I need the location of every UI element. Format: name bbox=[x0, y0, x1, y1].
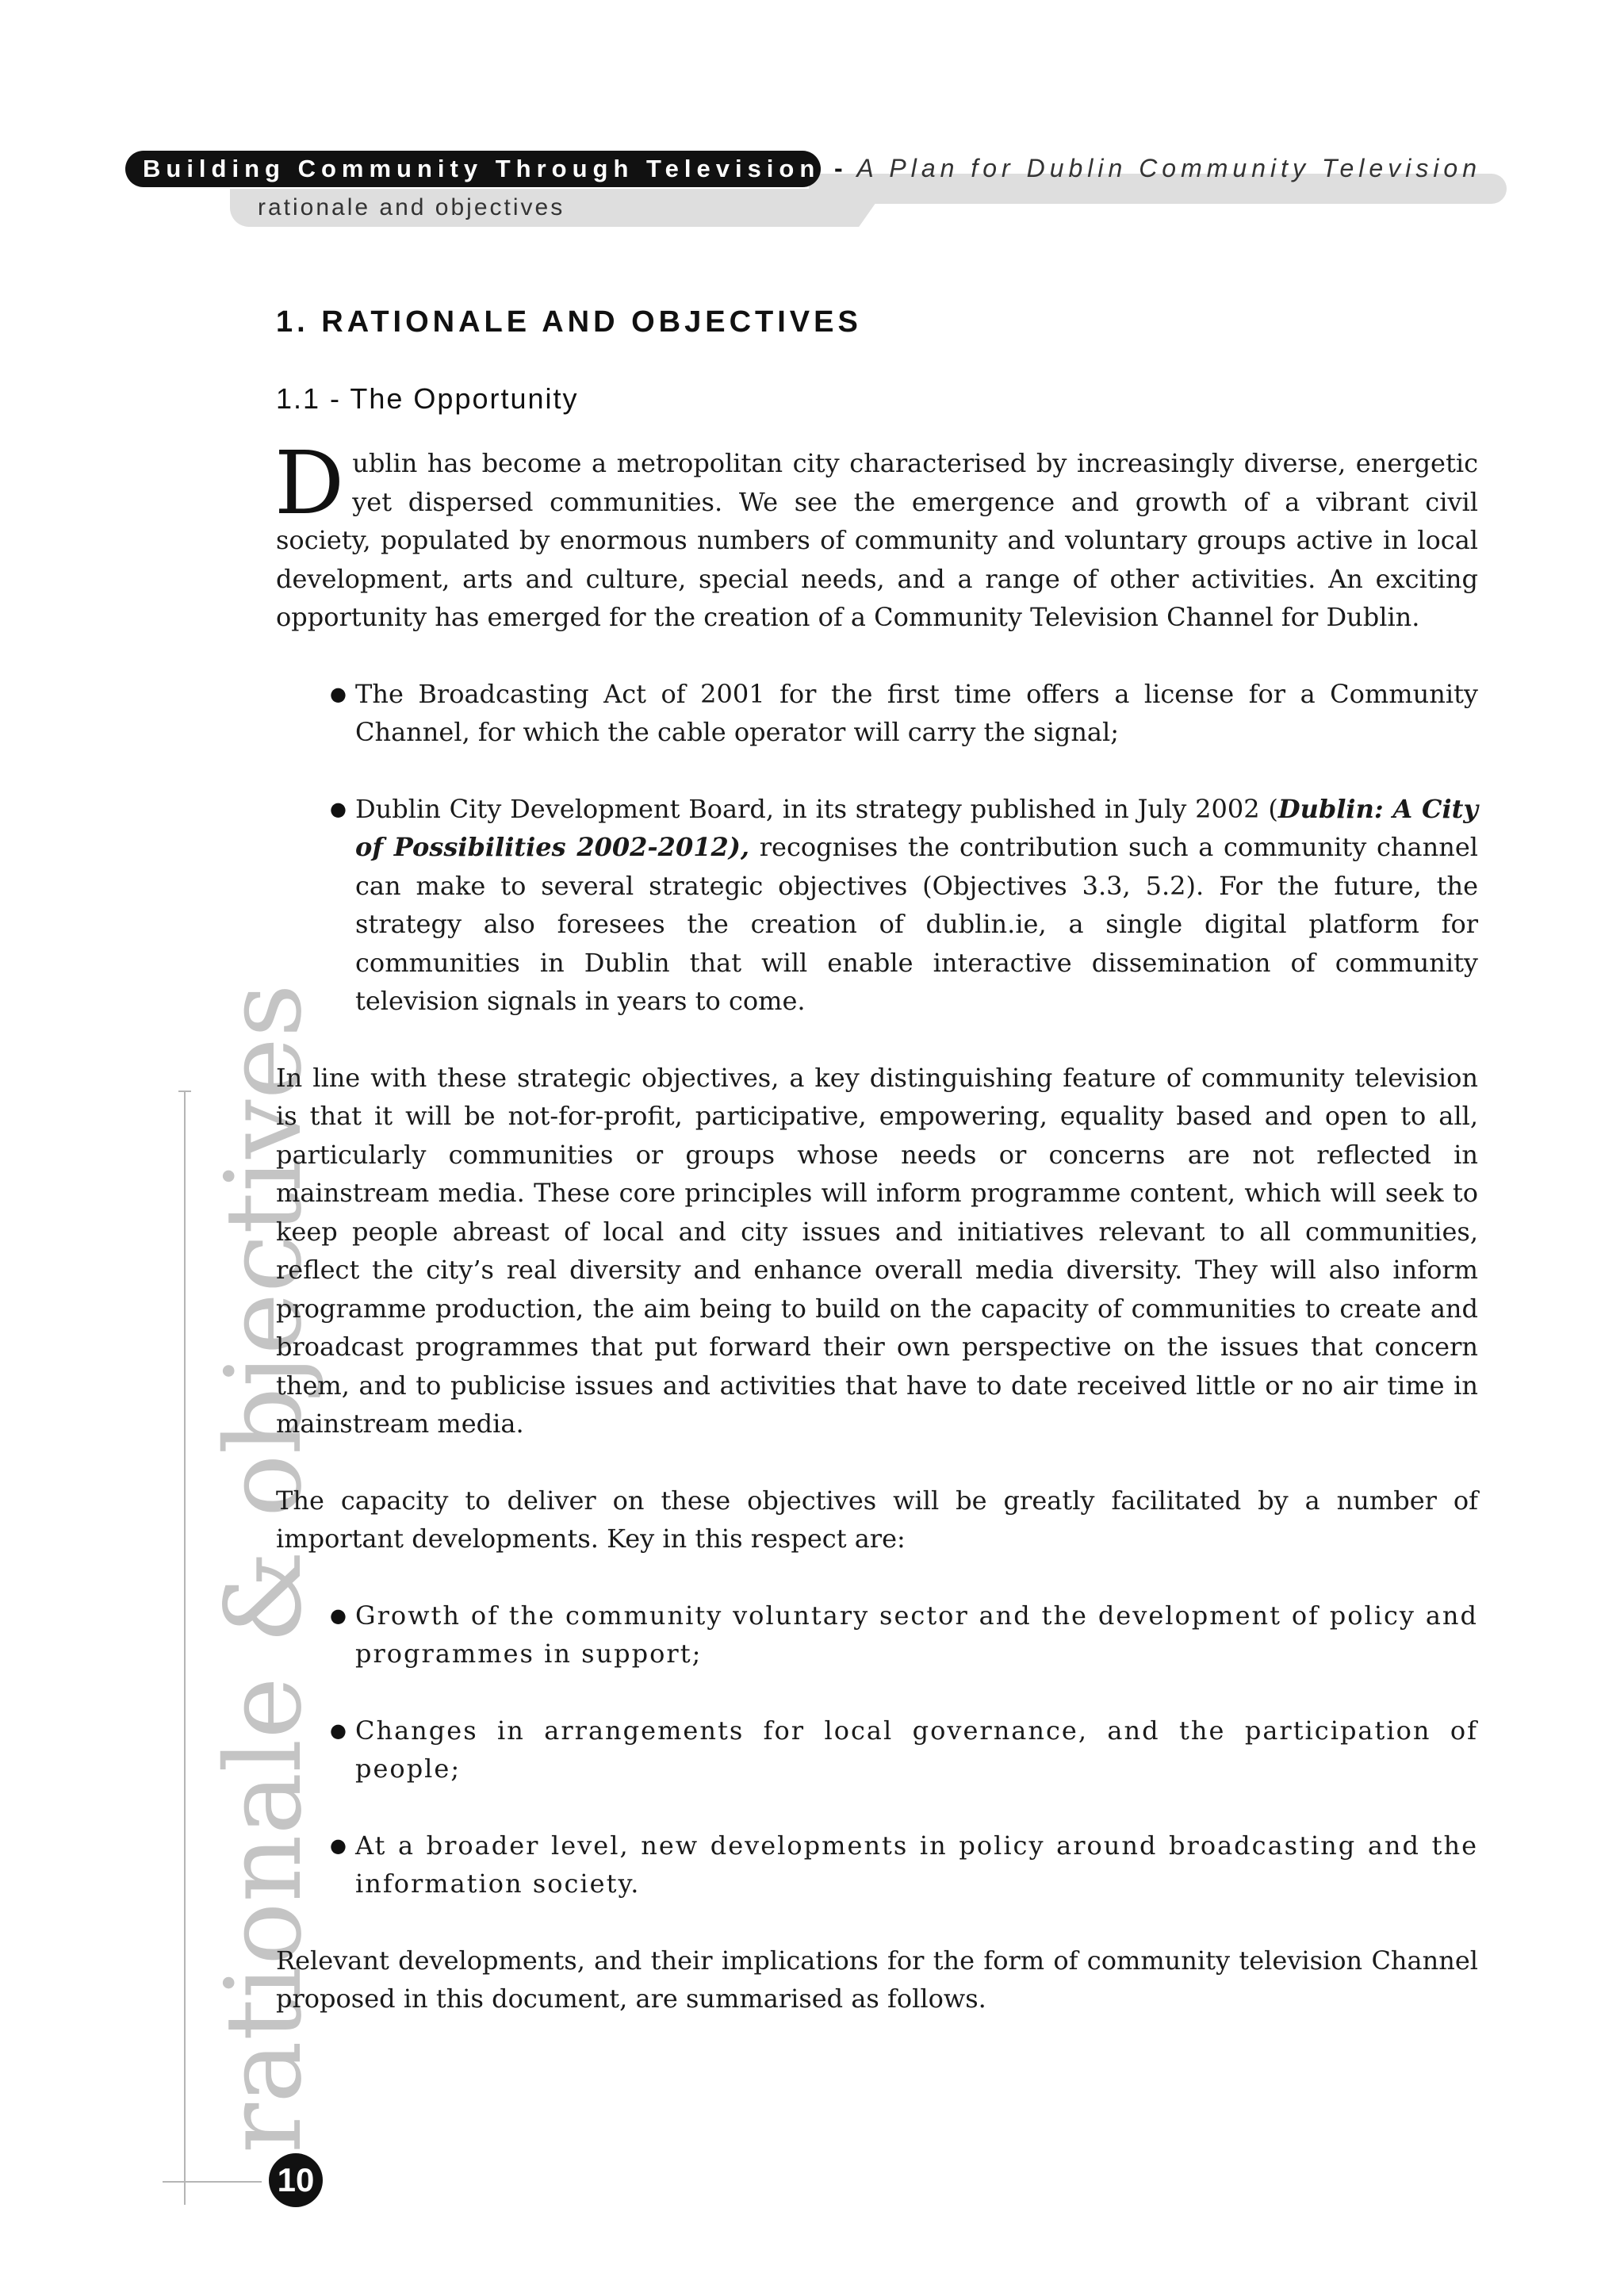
section-heading: 1. RATIONALE AND OBJECTIVES bbox=[276, 305, 862, 339]
document-subtitle-line bbox=[834, 154, 1481, 183]
list-item bbox=[355, 790, 1478, 1021]
document-subtitle: A Plan for Dublin Community Television bbox=[856, 154, 1482, 182]
opportunity-list bbox=[276, 675, 1478, 1021]
drop-cap: D bbox=[274, 432, 345, 534]
list-item-text: Dublin City Development Board, in its strategy published in July 2002 ( bbox=[355, 793, 1278, 824]
side-rule bbox=[184, 1091, 186, 2205]
section-tab-label: rationale and objectives bbox=[258, 194, 565, 220]
page-number: 10 bbox=[269, 2153, 323, 2207]
subsection-heading: 1.1 - The Opportunity bbox=[276, 382, 579, 415]
list-item: ● Changes in arrangements for local governance, and the participation of people; bbox=[355, 1711, 1478, 1788]
main-content bbox=[276, 305, 1478, 2018]
list-item-text: recognises the contribution such a community channel can make to several strategic objectives (Objectives 3.3, 5.2). For the future, the strategy also foresees the creation of dublin.ie, a single digital platform for communities in Dublin that will enable interactive dissemination of community television signals in years to come. bbox=[355, 832, 1479, 1016]
strategy-title: Dublin: A City of Possibilities 2002-2012), bbox=[355, 793, 1479, 862]
title-separator: - bbox=[834, 154, 846, 182]
document-title-pill bbox=[125, 151, 821, 187]
side-rule-foot bbox=[163, 2181, 262, 2183]
list-item: ● Growth of the community voluntary sector and the development of policy and programmes in support; bbox=[355, 1596, 1478, 1673]
document-title: Building Community Through Television bbox=[143, 155, 821, 182]
side-section-label: rationale & objectives bbox=[203, 983, 325, 2153]
intro-text: ublin has become a metropolitan city characterised by increasingly diverse, energetic yet dispersed communities. We see the emergence and growth of a vibrant civil society, populated by enormous numbers of community and voluntary groups active in local development, arts and culture, special needs, and a range of other activities. An exciting opportunity has emerged for the creation of a Community Television Channel for Dublin. bbox=[276, 448, 1478, 632]
summary-paragraph: Relevant developments, and their implications for the form of community television Channel proposed in this document, are summarised as follows. bbox=[276, 1945, 1478, 2014]
principles-paragraph: In line with these strategic objectives, a key distinguishing feature of community television is that it will be not-for-profit, participative, empowering, equality based and open to all, particularly communities or groups whose needs or concerns are not reflected in mainstream media. These core principles will inform programme content, which will seek to keep people abreast of local and city issues and initiatives relevant to all communities, reflect the city’s real diversity and enhance overall media diversity. They will also inform programme production, the aim being to build on the capacity of communities to create and broadcast programmes that put forward their own perspective on the issues that concern them, and to publicise issues and activities that have to date received little or no air time in mainstream media. bbox=[276, 1062, 1478, 1439]
developments-list bbox=[276, 1596, 1478, 1903]
intro-paragraph bbox=[274, 432, 1478, 637]
list-item: ● At a broader level, new developments in policy around broadcasting and the information society. bbox=[355, 1826, 1478, 1903]
developments-paragraph: The capacity to deliver on these objectives will be greatly facilitated by a number of important developments. Key in this respect are: bbox=[276, 1485, 1478, 1554]
list-item: ● The Broadcasting Act of 2001 for the first time offers a license for a Community Channel, for which the cable operator will carry the signal; bbox=[355, 675, 1478, 752]
